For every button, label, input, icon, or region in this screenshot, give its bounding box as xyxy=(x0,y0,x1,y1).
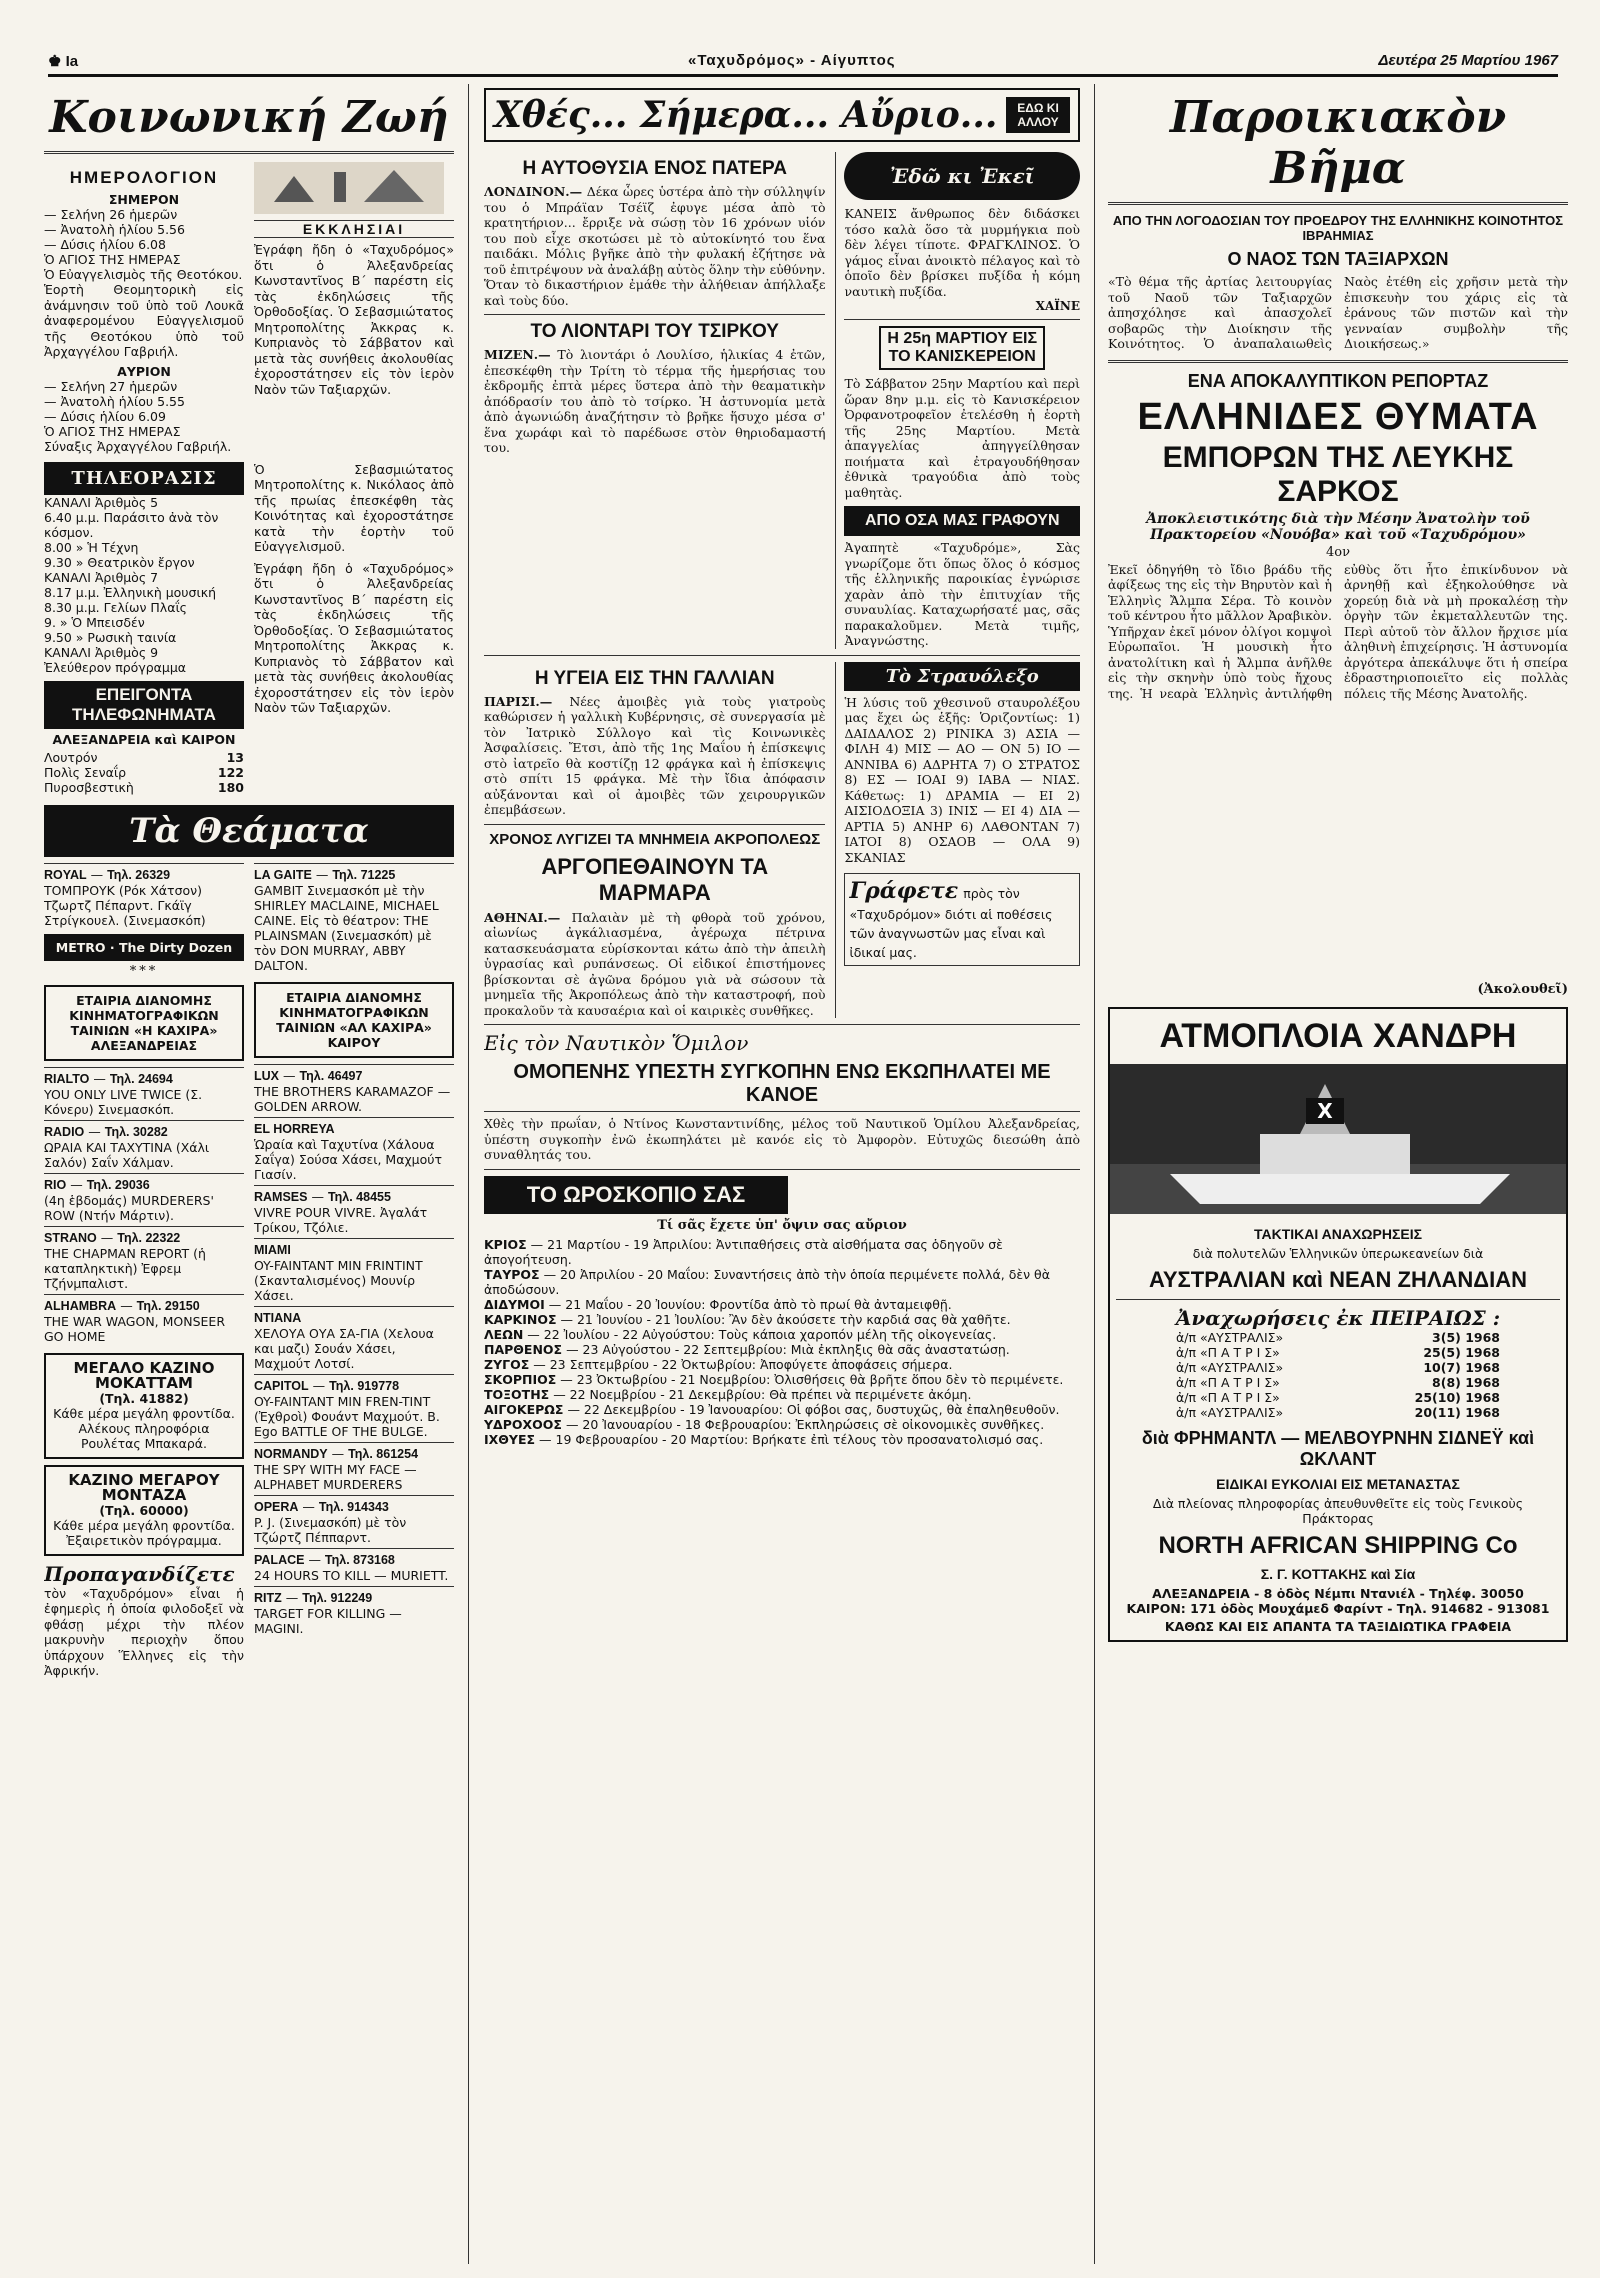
shipping-ad xyxy=(1108,1007,1568,1642)
article-headline: Η ΥΓΕΙΑ ΕΙΣ ΤΗΝ ΓΑΛΛΙΑΝ xyxy=(534,667,775,689)
side-notes xyxy=(835,152,1080,649)
sailing-date: 25(10) 1968 xyxy=(1414,1389,1500,1405)
article-text: Δέκα ὧρες ὑστέρα ἀπὸ τὴν σύλληψίν του ὁ Μπράϊαν Τσέϊζ ἐφυγε μέσα ἀπὸ τὸ κρατητήριον... ἔρριξε νὰ σώσῃ τὸν 16 χρόνων υἱόν του ποὺ εἶχε σκοτώσει μὲ τὸ αὐτοκίνητό του ἕνα παιδάκι. Μόλις βγῆκε ἀπὸ τὴν φυλακή ἐζήτησε νὰ τοῦ ἐπιτρέψουν νὰ ἀναλάβῃ αὐτὸς ὅλην τὴν εὐθύνην. Ὅταν τὸ δικαστήριον ἐμάθε τὴν ἀλήθειαν ἀπήλλαξε καὶ τοὺς δύο. xyxy=(484,184,826,308)
divider xyxy=(484,1024,1080,1025)
cinema-name: PALACE xyxy=(254,1552,305,1567)
today-line: — Δύσις ἡλίου 6.08 xyxy=(44,237,166,252)
distributor-name: ΕΤΑΙΡΙΑ ΔΙΑΝΟΜΗΣ ΚΙΝΗΜΑΤΟΓΡΑΦΙΚΩΝ ΤΑΙΝΙΩΝ «Η ΚΑΧΙΡΑ» xyxy=(69,992,219,1038)
tv-line: ΚΑΝΑΛΙ Ἀριθμὸς 5 xyxy=(44,494,159,510)
report-headline: ΕΜΠΟΡΩΝ ΤΗΣ ΛΕΥΚΗΣ ΣΑΡΚΟΣ xyxy=(1162,440,1514,508)
casino-ad xyxy=(44,1353,244,1459)
tv-block xyxy=(44,462,244,795)
zodiac-sign: ΙΧΘΥΕΣ xyxy=(484,1431,536,1447)
cinema-desc: THE CHAPMAN REPORT (ἡ καταπληκτικὴ) Ἐφρεμ Τζήνμπαλιστ. xyxy=(44,1245,206,1291)
cinema-desc: (4η ἑβδομάς) MURDERERS' ROW (Ντήν Μάρτιν). xyxy=(44,1192,214,1223)
social-life-column xyxy=(44,84,454,2264)
cinema-desc: TARGET FOR KILLING — MAGINI. xyxy=(254,1605,402,1636)
today-line: — Ἀνατολὴ ἡλίου 5.56 xyxy=(44,222,185,237)
tomorrow-line: Σύναξις Ἀρχαγγέλου Γαβριήλ. xyxy=(44,438,232,454)
church-block xyxy=(254,162,454,454)
calendar-and-church xyxy=(44,162,454,454)
film-title: The Dirty Dozen xyxy=(119,939,233,955)
today-note: Ἑορτὴ Θεομητορικὴ εἰς ἀνάμνησιν τοῦ ὑπὸ τοῦ Λουκᾶ ἀναφερομένου Εὐαγγελισμοῦ τῆς Θεοτόκου ὑπὸ τοῦ Ἀρχαγγέλου Γαβριήλ. xyxy=(44,282,244,359)
agent-footer: ΚΑΘΩΣ ΚΑΙ ΕΙΣ ΑΠΑΝΤΑ ΤΑ ΤΑΞΙΔΙΩΤΙΚΑ ΓΡΑΦΕΙΑ xyxy=(1164,1618,1512,1634)
cinema-desc: THE BROTHERS KARAMAZOF — GOLDEN ARROW. xyxy=(254,1083,451,1114)
cinema-desc: YOU ONLY LIVE TWICE (Σ. Κόνερυ) Σινεμασκόπ. xyxy=(44,1086,203,1117)
horoscope-text: — 23 Αὐγούστου - 22 Σεπτεμβρίου: Μιὰ ἐκπληξις θὰ σᾶς ἀναστατώσῃ. xyxy=(566,1341,1010,1357)
sailing-row xyxy=(1116,1360,1560,1375)
article-text: Νέες ἀμοιβὲς γιὰ τοὺς γιατροὺς καθώρισεν ἡ γαλλικὴ Κυβέρνησις, σὲ συνεργασία μὲ τὸν Ἰατρικὸ Σύλλογο καὶ τὶς Κοινωνικὲς Ἀσφαλίσεις. Ἔτσι, ἀπὸ τῆς 1ης Μαΐου ἡ ἐπίσκεψις στὸ ἰατρεῖο θὰ κοστίζῃ 12 φράγκα καὶ ἡ ἐπίσκεψις στὸ σπίτι 15 φράγκα. Μὲ τὴν ἴδια ἀπόφασιν αὐξάνονται καὶ οἱ ἀμοιβὲς τῶν χειρουργικῶν ἐπεμβάσεων. xyxy=(484,693,826,817)
cinema-entry xyxy=(254,1306,454,1374)
masthead-mark: ♚ Ιa xyxy=(48,53,79,70)
cinema-name: RAMSES xyxy=(254,1189,308,1204)
publication-name: «Ταχυδρόμος» - Αίγυπτος xyxy=(688,52,896,69)
cinema-name: LA GAITE xyxy=(254,867,312,882)
letters-text: Ἀγαπητὲ «Ταχυδρόμε», Σὰς γνωρίζομε ὅτι ὅπως ὅλος ὁ κόσμος τῆς ἑλληνικῆς παροικίας ἐγνώρισε χαρὰν ἀπὸ τὴν ἐπιτυχίαν τῆς συναυλίας. Καταχωρήσατέ μας, σᾶς παρακαλοῦμεν. Μετὰ τιμῆς, Ἀναγνώστης. xyxy=(844,540,1080,648)
cinema-tel: Τηλ. 914343 xyxy=(318,1499,389,1514)
cinema-desc: ΧΕΛΟΥΑ ΟΥΑ ΣΑ-ΓΙΑ (Χελουα και μαζι) Σουάν Χάσει, Μαχμούτ Λοτσί. xyxy=(254,1325,434,1371)
cinema-tel: Τηλ. 30282 xyxy=(104,1124,168,1139)
zodiac-sign: ΚΡΙΟΣ xyxy=(484,1236,527,1252)
sailing-ship: ἀ/π «Π Α Τ Ρ Ι Σ» xyxy=(1176,1389,1280,1405)
edo-text: ΚΑΝΕΙΣ ἄνθρωπος δὲν διδάσκει τόσο καλὰ ὅσο τὰ μυρμήγκια ποὺ δὲν λέγει τίποτε. ΦΡΑΓΚΛΙΝΟΣ. Ὁ γάμος εἶναι ἀνοικτὸ πέλαγος καὶ τὸ ὁποῖο δὲν βρίσκει πυξίδα ἡ κόμη ναυτικὴ πυξίδα. xyxy=(844,206,1080,299)
horoscope-text: — 21 Μαΐου - 20 Ἰουνίου: Φροντίδα ἀπὸ τὸ πρωί θὰ ἀνταμειφθῇ. xyxy=(548,1296,952,1312)
cinema-list-left xyxy=(44,863,244,1679)
report-part: 4ον xyxy=(1325,544,1350,560)
sailing-ship: ἀ/π «Π Α Τ Ρ Ι Σ» xyxy=(1176,1374,1280,1390)
horoscope-text: — 22 Ἰουλίου - 22 Αὐγούστου: Τοὺς κάποια χαροπόν μέλη τῆς οἰκογενείας. xyxy=(527,1326,997,1342)
today-line: Ὁ ΑΓΙΟΣ ΤΗΣ ΗΜΕΡΑΣ xyxy=(44,252,181,267)
urgent-line xyxy=(44,765,244,780)
cinema-desc: GAMBIT Σινεμασκόπ μὲ τὴν SHIRLEY MACLAINE, MICHAEL CAINE. Εἰς τὸ θέατρον: THE PLAINSMAN (Σινεμασκόπ) μὲ τὸν DON MURRAY, ABBY DALTON. xyxy=(254,882,439,973)
news-header xyxy=(484,88,1080,142)
cinema-entry: LA GAITE — Τηλ. 71225 GAMBIT Σινεμασκόπ μὲ τὴν SHIRLEY MACLAINE, MICHAEL CAINE. Εἰς τὸ θέατρον: THE PLAINSMAN (Σινεμασκόπ) μὲ τὸν DON MURRAY, ABBY DALTON. xyxy=(254,863,454,976)
metropolitan-notes xyxy=(254,462,454,795)
casino-title: ΜΕΓΑΛΟ ΚΑΖΙΝΟ ΜΟΚΑΤΤΑΜ xyxy=(73,1358,215,1392)
today-label: ΣΗΜΕΡΟΝ xyxy=(108,192,180,207)
notes-text: Ἐγράφη ἤδη ὁ «Ταχυδρόμος» ὅτι ὁ Ἀλεξανδρείας Κωνσταντῖνος Β΄ παρέστη εἰς τὰς ἐκδηλώσεις τῆς Ὀρθοδοξίας. Ὁ Σεβασμιώτατος Μητροπολίτης Ἀκκρας κ. Κυπριανὸς τὸ Σάββατον καὶ μετὰ τὰς συνήθεις ἀκολουθίας ἐχοροστάτησεν εἰς τὸν ἱερὸν Ναὸν τῶν Ταξιαρχῶν. xyxy=(254,560,454,715)
cinema-entry: LUX — Τηλ. 46497 THE BROTHERS KARAMAZOF — GOLDEN ARROW. xyxy=(254,1064,454,1117)
tv-title: ΤΗΛΕΟΡΑΣΙΣ xyxy=(44,462,244,495)
tv-line: ΚΑΝΑΛΙ Ἀριθμὸς 7 xyxy=(44,569,159,585)
news-header-title: Χθές... Σήμερα... Αὔριο... xyxy=(494,94,998,136)
cinema-desc: ΩΡΑΙΑ ΚΑΙ ΤΑΧΥΤΙΝΑ (Χάλι Σαλόν) Σαΐν Χάλμαν. xyxy=(44,1139,210,1170)
urgent-number: 122 xyxy=(217,764,244,780)
cinema-tel: Τηλ. 48455 xyxy=(327,1189,391,1204)
cinema-name: ROYAL xyxy=(44,867,87,882)
distributor-city: ΚΑΙΡΟΥ xyxy=(327,1034,381,1050)
cinema-listings xyxy=(44,863,454,1679)
dateline: ΛΟΝΔΙΝΟΝ.— xyxy=(484,184,583,199)
sport-kicker: Εἰς τὸν Ναυτικὸν Ὅμιλον xyxy=(484,1031,749,1055)
casino-desc: Κάθε μέρα μεγάλη φροντίδα. Αλέκους πληροφόρια Ρουλέτας Μπακαρά. xyxy=(53,1405,235,1451)
casino-tel: (Τηλ. 41882) xyxy=(99,1390,189,1406)
column-divider xyxy=(468,84,469,2264)
zodiac-sign: ΠΑΡΘΕΝΟΣ xyxy=(484,1341,563,1357)
distributor-ad xyxy=(254,982,454,1058)
grafete-box xyxy=(844,873,1080,966)
horoscope-text: — 21 Ἰουνίου - 21 Ἰουλίου: Ἂν δὲν ἀκούσετε τὴν καρδιά σας θὰ χαθῆτε. xyxy=(560,1311,1011,1327)
zodiac-sign: ΚΑΡΚΙΝΟΣ xyxy=(484,1311,557,1327)
sailing-ship: ἀ/π «ΑΥΣΤΡΑΛΙΣ» xyxy=(1176,1404,1284,1420)
sailing-row xyxy=(1116,1345,1560,1360)
sailing-row xyxy=(1116,1330,1560,1345)
tv-line: ΚΑΝΑΛΙ Ἀριθμὸς 9 xyxy=(44,644,159,660)
cinema-tel: Τηλ. 873168 xyxy=(324,1552,395,1567)
casino-ad xyxy=(44,1465,244,1556)
cinema-desc: THE WAR WAGON, MONSEER GO HOME xyxy=(44,1313,226,1344)
urgent-calls-banner xyxy=(44,681,244,729)
section-title: Κοινωνική Ζωή xyxy=(49,92,449,143)
ship-line: διὰ πολυτελῶν Ἑλληνικῶν ὑπερωκεανείων διὰ xyxy=(1192,1245,1484,1261)
section-title: Παροικιακὸν Βῆμα xyxy=(1169,92,1507,194)
divider xyxy=(1116,1299,1560,1300)
agent-address: ΑΛΕΞΑΝΔΡΕΙΑ - 8 ὁδὸς Νέμπι Ντανιέλ - Τηλέφ. 30050 xyxy=(1152,1585,1524,1601)
sailing-row xyxy=(1116,1375,1560,1390)
cinema-entry: RIO — Τηλ. 29036 (4η ἑβδομάς) MURDERERS' ROW (Ντήν Μάρτιν). xyxy=(44,1173,244,1226)
calendar-title: ΗΜΕΡΟΛΟΓΙΟΝ xyxy=(69,168,219,187)
ship-flag-letter: X xyxy=(1317,1098,1333,1123)
tv-and-notes xyxy=(44,462,454,795)
article-body xyxy=(484,694,825,818)
ship-route: διὰ ΦΡΗΜΑΝΤΛ — ΜΕΛΒΟΥΡΝΗΝ ΣΙΔΝΕΫ καὶ ΩΚΛΑΝΤ xyxy=(1141,1427,1535,1469)
martiou-text: Τὸ Σάββατον 25ην Μαρτίου καὶ περὶ ὥραν 8ην μ.μ. εἰς τὸ Κανισκέρειον Ὀρφανοτροφεῖον ἐτελέσθη ἡ ἑορτὴ τῆς 25ης Μαρτίου. Μετὰ ἀπαγγελίας ἀπηγγείλθησαν ποιήματα καὶ ἐτραγουδήθησαν ἐθνικὰ τραγούδια ἀπὸ τοὺς μαθητὰς. xyxy=(844,376,1080,500)
horoscope-item xyxy=(484,1342,1080,1357)
horoscope-item xyxy=(484,1357,1080,1372)
divider xyxy=(484,1169,1080,1170)
horoscope-item xyxy=(484,1267,1080,1297)
urgent-name: Πολὶς Σεναΐρ xyxy=(44,764,127,780)
urgent-number: 13 xyxy=(226,749,244,765)
section-subtitle: ΑΠΟ ΤΗΝ ΛΟΓΟΔΟΣΙΑΝ ΤΟΥ ΠΡΟΕΔΡΟΥ ΤΗΣ ΕΛΛΗΝΙΚΗΣ ΚΟΙΝΟΤΗΤΟΣ ΙΒΡΑΗΜΙΑΣ xyxy=(1112,213,1564,243)
separator-stars: *** xyxy=(129,963,159,979)
horoscope-item xyxy=(484,1237,1080,1267)
naos-text: «Τὸ θέμα τῆς ἀρτίας λειτουργίας τοῦ Ναοῦ τῶν Ταξιαρχῶν ἀπησχόλησε καὶ ἀπασχολεῖ σοβαρῶς τὴν Διοίκησιν τῆς Κοινότητος. Ὁ ἀναπαλαιωθεὶς Ναὸς ἐτέθη εἰς χρῆσιν μετὰ τὴν ἐπισκευὴν του χάρις εἰς τὰ ἐράνους τῶν πιστῶν καὶ τὴν γενναίαν συμβολὴν τῆς Διοικήσεως.» xyxy=(1108,274,1568,351)
crossword-block xyxy=(835,662,1080,1019)
theatre-banner: Τὰ Θεάματα xyxy=(44,805,454,857)
article-kicker: ΧΡΟΝΟΣ ΛΥΓΙΖΕΙ ΤΑ ΜΝΗΜΕΙΑ ΑΚΡΟΠΟΛΕΩΣ xyxy=(489,830,821,848)
cinema-name: ALHAMBRA xyxy=(44,1298,117,1313)
cinema-desc: OY-FAINTANT MIN FREN-TINT (Ἐχθροὶ) Φουάντ Μαχμούτ. B. Εgo BATTLE OF THE BULGE. xyxy=(254,1393,440,1439)
article-father xyxy=(484,152,825,649)
church-text: Ἐγράφη ἤδη ὁ «Ταχυδρόμος» ὅτι ὁ Ἀλεξανδρείας Κωνσταντῖνος Β΄ παρέστη εἰς τὰς ἐκδηλώσεις τῆς Ὀρθοδοξίας. Ὁ Σεβασμιώτατος Μητροπολίτης Ἀκκρας κ. Κυπριανὸς τὸ Σάββατον καὶ μετὰ τὰς συνήθεις ἀκολουθίας ἐχοροστάτησεν εἰς τὸν ἱερὸν Ναὸν τῶν Ταξιαρχῶν. xyxy=(254,242,454,397)
cinema-entry xyxy=(254,1238,454,1306)
cinema-entry: RITZ — Τηλ. 912249 TARGET FOR KILLING — MAGINI. xyxy=(254,1586,454,1639)
ship-info: Διὰ πλείονας πληροφορίας ἀπευθυνθεῖτε εἰς τοὺς Γενικοὺς Πράκτορας xyxy=(1152,1495,1524,1526)
calendar-block xyxy=(44,162,244,454)
promo-text: τὸν «Ταχυδρόμον» εἶναι ἡ ἐφημερὶς ἡ ὁποία φιλοδοξεῖ νὰ φθάσῃ μέχρι τὴν πλέον μακρυνὴν περιοχὴν ὅπου ὑπάρχουν Ἕλληνες εἰς τὴν Ἀφρικήν. xyxy=(44,1585,244,1678)
sailing-row xyxy=(1116,1405,1560,1420)
church-illustration xyxy=(254,162,444,214)
cinema-name: OPERA xyxy=(254,1499,299,1514)
cinema-desc: P. J. (Σινεμασκόπ) μὲ τὸν Τζώρτζ Πέππαρντ. xyxy=(254,1514,407,1545)
cinema-tel: Τηλ. 912249 xyxy=(302,1590,373,1605)
news-top-row xyxy=(484,152,1080,649)
urgent-name: Πυροσβεστικὴ xyxy=(44,779,134,795)
cinema-entry: RAMSES — Τηλ. 48455 VIVRE POUR VIVRE. Ἀγαλάτ Τρίκου, Τζόλιε. xyxy=(254,1185,454,1238)
cinema-name: LUX xyxy=(254,1068,279,1083)
tomorrow-line: Ὁ ΑΓΙΟΣ ΤΗΣ ΗΜΕΡΑΣ xyxy=(44,423,181,439)
cinema-tel: Τηλ. 29150 xyxy=(136,1298,200,1313)
divider xyxy=(484,655,1080,656)
agent-address: ΚΑΙΡΟΝ: 171 ὁδὸς Μουχάμεδ Φαρίντ - Τηλ. 914682 - 913081 xyxy=(1126,1600,1550,1616)
zodiac-sign: ΣΚΟΡΠΙΟΣ xyxy=(484,1371,557,1387)
sport-headline: ΟΜΟΠΕΝΗΣ ΥΠΕΣΤΗ ΣΥΓΚΟΠΗΝ ΕΝΩ ΕΚΩΠΗΛΑΤΕΙ ΜΕ ΚΑΝΟΕ xyxy=(484,1061,1080,1112)
divider xyxy=(44,151,454,154)
horoscope-text: — 22 Νοεμβρίου - 21 Δεκεμβρίου: Θὰ πρέπει νὰ περιμένετε ἀκόμη. xyxy=(553,1386,972,1402)
sailing-ship: ἀ/π «ΑΥΣΤΡΑΛΙΣ» xyxy=(1176,1329,1284,1345)
sailing-ship: ἀ/π «ΑΥΣΤΡΑΛΙΣ» xyxy=(1176,1359,1284,1375)
grafete-title: Γράφετε xyxy=(849,878,959,904)
crossword-title: Τὸ Στραυόλεξο xyxy=(844,662,1080,691)
section-subtitle: Ο ΝΑΟΣ ΤΩΝ ΤΑΞΙΑΡΧΩΝ xyxy=(1227,249,1449,269)
cinema-desc: Ὡραία καὶ Ταχυτίνα (Χάλουα Σαΐγα) Σούσα Χάσει, Μαχμούτ Γιασίν. xyxy=(254,1136,443,1182)
ship-company: ΑΤΜΟΠΛΟΙΑ ΧΑΝΔΡΗ xyxy=(1159,1016,1517,1055)
distributor-ad xyxy=(44,985,244,1061)
cinema-tel: Τηλ. 24694 xyxy=(109,1071,173,1086)
cinema-desc: VIVRE POUR VIVRE. Ἀγαλάτ Τρίκου, Τζόλιε. xyxy=(254,1204,428,1235)
urgent-title: ΤΗΛΕΦΩΝΗΜΑΤΑ xyxy=(72,704,216,724)
article-headline: ΑΡΓΟΠΕΘΑΙΝΟΥΝ ΤΑ ΜΑΡΜΑΡΑ xyxy=(541,853,769,905)
tv-line: 6.40 μ.μ. Παράσιτο ἀνὰ τὸν κόσμον. xyxy=(44,509,219,540)
grafete-text: πρὸς τὸν «Ταχυδρόμον» διότι αἱ ποθέσεις τῶν ἀναγνωστῶν μας εἶναι καὶ ἰδικαί μας. xyxy=(849,886,1053,960)
cinema-entry: ALHAMBRA — Τηλ. 29150 THE WAR WAGON, MONSEER GO HOME xyxy=(44,1294,244,1347)
cinema-name: NTIANA xyxy=(254,1310,302,1325)
cinema-desc: THE SPY WITH MY FACE — ALPHABET MURDERERS xyxy=(254,1461,417,1492)
cinema-name: CAPITOL xyxy=(254,1378,309,1393)
cinema-name: NORMANDY xyxy=(254,1446,328,1461)
metro-ad: METRO · The Dirty Dozen xyxy=(44,934,244,961)
article-text: Παλαιὰν μὲ τὴ φθορὰ τοῦ χρόνου, αἰωνίως ἀγκάλιασμένα, ἀγέρωχα πέτρινα κατασκευάσματα εὑρίσκονται κάτω ἀπὸ τὴν ἀπειλὴ ὑγρασίας καὶ ρυπάνσεως. Οἱ εἰδικοί ἐπιστήμονες βρίσκονται σὲ ἀγῶνα δρόμου γιὰ νὰ σώσουν τὰ μνημεῖα τῆς Ἀκροπόλεως ἀπὸ τὴν καταστροφή, ποὺ προκαλοῦν τὰ καυσαέρια καὶ οἱ καιρικὲς συνθῆκες. xyxy=(484,909,826,1018)
cinema-entry xyxy=(254,1117,454,1185)
tv-line: Ἐλεύθερον πρόγραμμα xyxy=(44,659,187,675)
horoscope-text: — 22 Δεκεμβρίου - 19 Ἰανουαρίου: Οἱ φόβοι σας, δυστυχῶς, θὰ ἐπαληθευθοῦν. xyxy=(567,1401,1060,1417)
casino-title: ΚΑΖΙΝΟ ΜΕΓΑΡΟΥ ΜΟΝΤΑΖΑ xyxy=(68,1470,220,1504)
horoscope-text: — 20 Ἰανουαρίου - 18 Φεβρουαρίου: Ἐκπληρώσεις σὲ οἰκονομικὲς συνθῆκες. xyxy=(565,1416,1045,1432)
issue-date: Δευτέρα 25 Μαρτίου 1967 xyxy=(1378,52,1558,69)
article-text: Τὸ λιοντάρι ὁ Λουλίσο, ἡλικίας 4 ἐτῶν, ἐπεσκέφθη τὴν Τρίτη τὸ τέρμα τῆς ἡμερήσιας του ἐκδρομῆς ἐπτὰ μέρες ὕστερα ἀπὸ τὴν θεαματικὴν ἀπόδρασίν του ἀπὸ τὸ τσίρκο. Ἡ ἀστυνομία μετὰ ἀπὸ ἀγωνιώδη ἀναζήτησιν τὸ βρῆκε ἥσυχο μέσα σ' ἕνα χωράφι καὶ τὸ παρέδωσε στὸν θηριοδαμαστή του. xyxy=(484,347,826,455)
horoscope-text: — 23 Ὀκτωβρίου - 21 Νοεμβρίου: Ὀλισθήσεις θὰ βρῆτε ὅπου δὲν τὸ περιμένετε. xyxy=(560,1371,1064,1387)
cinema-entry: CAPITOL — Τηλ. 919778 OY-FAINTANT MIN FREN-TINT (Ἐχθροὶ) Φουάντ Μαχμούτ. B. Εgo BATTLE OF THE BULGE. xyxy=(254,1374,454,1442)
masthead xyxy=(48,52,1558,77)
zodiac-sign: ΑΙΓΟΚΕΡΩΣ xyxy=(484,1401,564,1417)
casino-desc: Κάθε μέρα μεγάλη φροντίδα. Ἐξαιρετικὸν πρόγραμμα. xyxy=(53,1517,235,1548)
community-column xyxy=(1108,84,1568,2264)
notes-text: Ὁ Σεβασμιώτατος Μητροπολίτης κ. Νικόλαος ἀπὸ τῆς πρωίας ἐπεσκέφθη τὰς Κοινότητας καὶ ἐχοροστάτησε κατὰ τὴν ἑορτὴν τοῦ Εὐαγγελισμοῦ. xyxy=(254,461,454,554)
cinema-name: METRO xyxy=(55,939,106,955)
article-headline: ΤΟ ΛΙΟΝΤΑΡΙ ΤΟΥ ΤΣΙΡΚΟΥ xyxy=(530,321,779,342)
cinema-entry: PALACE — Τηλ. 873168 24 HOURS TO KILL — MURIETT. xyxy=(254,1548,454,1586)
tomorrow-line: — Σελήνη 27 ἡμερῶν xyxy=(44,378,178,394)
martiou-title: Η 25η ΜΑΡΤΙΟΥ ΕΙΣ ΤΟ ΚΑΝΙΣΚΕΡΕΙΟΝ xyxy=(879,326,1045,370)
church-label: ΕΚΚΛΗΣΙΑΙ xyxy=(254,220,454,238)
cinema-entry: NORMANDY — Τηλ. 861254 THE SPY WITH MY FACE — ALPHABET MURDERERS xyxy=(254,1442,454,1495)
report-kicker: ΕΝΑ ΑΠΟΚΑΛΥΠΤΙΚΟΝ ΡΕΠΟΡΤΑΖ xyxy=(1187,370,1489,391)
tomorrow-line: — Ἀνατολὴ ἡλίου 5.55 xyxy=(44,393,185,409)
cinema-tel: Τηλ. 46497 xyxy=(299,1068,363,1083)
urgent-line xyxy=(44,780,244,795)
edo-title: Ἐδῶ κι Ἐκεῖ xyxy=(844,152,1080,200)
urgent-line xyxy=(44,750,244,765)
cinema-tel: Τηλ. 861254 xyxy=(348,1446,419,1461)
zodiac-sign: ΛΕΩΝ xyxy=(484,1326,524,1342)
horoscope-item xyxy=(484,1327,1080,1342)
cinema-name: RITZ xyxy=(254,1590,282,1605)
cinema-tel: Τηλ. 22322 xyxy=(117,1230,181,1245)
sailing-date: 3(5) 1968 xyxy=(1432,1329,1500,1345)
news-header-tag: ΕΔΩ ΚΙ ΑΛΛΟΥ xyxy=(1006,97,1070,133)
cinema-name: RADIO xyxy=(44,1124,85,1139)
ship-line: ΤΑΚΤΙΚΑΙ ΑΝΑΧΩΡΗΣΕΙΣ xyxy=(1253,1225,1423,1242)
urgent-cities: ΑΛΕΞΑΝΔΡΕΙΑ καὶ ΚΑΙΡΟΝ xyxy=(52,731,236,747)
tomorrow-line: — Δύσις ἡλίου 6.09 xyxy=(44,408,166,424)
horoscope-text: — 21 Μαρτίου - 19 Ἀπριλίου: Ἀντιπαθήσεις στὰ αἰσθήματα σας ὁδηγοῦν σὲ ἀπογοήτευση. xyxy=(484,1236,1003,1267)
divider xyxy=(1108,360,1568,363)
divider xyxy=(844,319,1080,320)
cinema-entry: STRANO — Τηλ. 22322 THE CHAPMAN REPORT (ἡ καταπληκτικὴ) Ἐφρεμ Τζήνμπαλιστ. xyxy=(44,1226,244,1294)
ship-illustration xyxy=(1110,1064,1566,1214)
cinema-name: MIAMI xyxy=(254,1242,291,1257)
report-headline: ΕΛΛΗΝΙΔΕΣ ΘΥΜΑΤΑ xyxy=(1137,395,1539,438)
tomorrow-label: ΑΥΡΙΟΝ xyxy=(117,363,171,379)
distributor-city: ΑΛΕΞΑΝΔΡΕΙΑΣ xyxy=(90,1037,198,1053)
ship-special: ΕΙΔΙΚΑΙ ΕΥΚΟΛΙΑΙ ΕΙΣ ΜΕΤΑΝΑΣΤΑΣ xyxy=(1216,1475,1460,1492)
urgent-title: ΕΠΕΙΓΟΝΤΑ xyxy=(95,684,193,704)
tv-line: 8.00 » Ἡ Τέχνη xyxy=(44,539,139,555)
dateline: ΑΘΗΝΑΙ.— xyxy=(484,909,561,925)
tv-line: 9.50 » Ρωσικὴ ταινία xyxy=(44,629,177,645)
today-line: Ὁ Εὐαγγελισμὸς τῆς Θεοτόκου. xyxy=(44,267,243,282)
agent-subname: Σ. Γ. ΚΟΤΤΑΚΗΣ καὶ Σία xyxy=(1260,1565,1416,1582)
sailing-date: 8(8) 1968 xyxy=(1432,1374,1500,1390)
report-continued: (Ἀκολουθεῖ) xyxy=(1477,981,1568,997)
sailing-date: 25(5) 1968 xyxy=(1423,1344,1500,1360)
promo-title: Προπαγανδίζετε xyxy=(44,1561,235,1586)
report-subheading: Ἀποκλειστικότης διὰ τὴν Μέσην Ἀνατολὴν τοῦ Πρακτορείου «Νουόβα» καὶ τοῦ «Ταχυδρόμου» xyxy=(1146,510,1530,543)
article-health xyxy=(484,662,825,1019)
cinema-desc: 24 HOURS TO KILL — MURIETT. xyxy=(254,1567,449,1583)
cinema-desc: ΤΟΜΠΡΟΥΚ (Ρόκ Χάτσον) Τζωρτζ Πέπαρντ. Γκάϊγ Στρίγκουελ. (Σινεμασκόπ) xyxy=(44,882,206,928)
cinema-tel: Τηλ. 71225 xyxy=(332,867,396,882)
cinema-tel: Τηλ. 29036 xyxy=(86,1177,150,1192)
sport-text: Χθὲς τὴν πρωΐαν, ὁ Ντίνος Κωνσταντινίδης, μέλος τοῦ Ναυτικοῦ Ὁμίλου Ἀλεξανδρείας, ὑπέστη συγκοπὴν ἐνῶ ἐκωπηλάτει μὲ κανόε εἰς τὸ Ἀμφορὸν. Εὐτυχῶς διεσώθη ἀπὸ συναθλητάς του. xyxy=(484,1116,1080,1162)
zodiac-sign: ΔΙΔΥΜΟΙ xyxy=(484,1296,545,1312)
distributor-name: ΕΤΑΙΡΙΑ ΔΙΑΝΟΜΗΣ ΚΙΝΗΜΑΤΟΓΡΑΦΙΚΩΝ ΤΑΙΝΙΩΝ «ΑΛ ΚΑΧΙΡΑ» xyxy=(276,989,432,1035)
cinema-name: RIO xyxy=(44,1177,67,1192)
column-divider xyxy=(1094,84,1095,2264)
letters-title: ΑΠΟ ΟΣΑ ΜΑΣ ΓΡΑΦΟΥΝ xyxy=(844,506,1080,536)
zodiac-sign: ΥΔΡΟΧΟΟΣ xyxy=(484,1416,562,1432)
divider xyxy=(484,824,825,825)
cinema-name: RIALTO xyxy=(44,1071,90,1086)
news-column xyxy=(484,84,1080,2264)
sailing-row xyxy=(1116,1390,1560,1405)
horoscope-title: ΤΟ ΩΡΟΣΚΟΠΙΟ ΣΑΣ xyxy=(484,1176,788,1214)
cinema-entry: RIALTO — Τηλ. 24694 YOU ONLY LIVE TWICE (Σ. Κόνερυ) Σινεμασκόπ. xyxy=(44,1067,244,1120)
horoscope-text: — 20 Ἀπριλίου - 20 Μαΐου: Συναντήσεις ἀπὸ τὴν ὁποία περιμένετε πολλά, δὲν θὰ ἀποδώσουν. xyxy=(484,1266,1050,1297)
sailing-ship: ἀ/π «Π Α Τ Ρ Ι Σ» xyxy=(1176,1344,1280,1360)
cinema-tel: Τηλ. 26329 xyxy=(107,867,171,882)
dateline: ΜΙΖΕΝ.— xyxy=(484,347,551,362)
tv-line: 9. » Ὁ Μπεισδέν xyxy=(44,614,145,630)
departures-title: Ἀναχωρήσεις ἐκ ΠΕΙΡΑΙΩΣ : xyxy=(1175,1305,1501,1330)
horoscope-item xyxy=(484,1297,1080,1312)
horoscope-item xyxy=(484,1432,1080,1447)
horoscope-item xyxy=(484,1372,1080,1387)
today-line: — Σελήνη 26 ἡμερῶν xyxy=(44,207,178,222)
zodiac-sign: ΤΟΞΟΤΗΣ xyxy=(484,1386,550,1402)
report-text: Ἐκεῖ ὁδηγήθη τὸ ἴδιο βράδυ τῆς ἀφίξεως της εἰς τὴν Βηρυτὸν καὶ ἡ Ἑλληνὶς Ἄλμπα Σέρα. Τὸ κοινὸν τοῦ κέντρου ἦτο μᾶλλον Ἀραβικὸν. Ὑπῆρχαν ἐκεῖ μόνον ὀλίγοι κομψοὶ Εὐρωπαῖοι. Ἡ μουσικὴ ἦτο ἀνατολίτικη καὶ ἡ Ἄλμπα ἀνῆλθε εἰς τὴν σκηνὴν ὑπὸ τοὺς ἤχους της. Ἡ νεαρὰ Ἑλληνὶς ἀντιλήφθη εὐθὺς ὅτι ἦτο ἐπικίνδυνον νὰ ἀρνηθῇ καὶ ἐξηκολούθησε νὰ χορεύῃ διὰ νὰ μὴ προκαλέσῃ τὴν ὀργὴν τῶν ἐκμεταλλευτῶν της. Περὶ αὐτοῦ τὸν ἄλλον ἤρχισε μία ἀληθινὴ ἐπιχείρησις. Ἡ ἀστυνομία ἀργότερα ἀπεκάλυψε ὅτι ἡ σπείρα ἐδραστηριοποιεῖτο εἰς πολλὰς πόλεις τῆς Μέσης Ἀνατολῆς. xyxy=(1108,561,1568,701)
article-body xyxy=(484,184,825,308)
horoscope-item xyxy=(484,1417,1080,1432)
edo-signature: ΧΑΪΝΕ xyxy=(1035,299,1080,313)
horoscope-item xyxy=(484,1402,1080,1417)
article-body xyxy=(484,910,825,1019)
divider xyxy=(1108,202,1568,205)
cinema-entry: OPERA — Τηλ. 914343 P. J. (Σινεμασκόπ) μὲ τὸν Τζώρτζ Πέππαρντ. xyxy=(254,1495,454,1548)
zodiac-sign: ΤΑΥΡΟΣ xyxy=(484,1266,540,1282)
cinema-desc: OY-FAINTANT MIN FRINTINT (Σκανταλισμένος) Μουνίρ Χάσει. xyxy=(254,1257,423,1303)
zodiac-sign: ΖΥΓΟΣ xyxy=(484,1356,530,1372)
agent-name: NORTH AFRICAN SHIPPING Co xyxy=(1158,1531,1518,1559)
tv-line: 8.17 μ.μ. Ἐλληνικὴ μουσική xyxy=(44,584,216,600)
sailing-date: 10(7) 1968 xyxy=(1423,1359,1500,1375)
cinema-name: EL HORREYA xyxy=(254,1121,335,1136)
crossword-text: Ἡ λύσις τοῦ χθεσινοῦ σταυρολέξου μας ἔχει ὡς ἑξῆς: Ὁριζοντίως: 1) ΔΑΙΔΑΛΟΣ 2) ΡΙΝΙΚΑ 3) ΑΣΙΑ — ΦΙΛΗ 4) ΜΙΣ — ΑΟ — ΟΝ 5) ΙΟ — ΑΝΝΙΒΑ 6) ΑΔΡΗΤΑ 7) Ο ΣΤΡΑΤΟΣ 8) ΕΣ — ΙΟΑΙ 9) ΙΑΒΑ — ΝΙΑΣ. Κάθετως: 1) ΔΡΑΜΙΑ — ΕΙ 2) ΑΙΣΙΟΔΟΞΙΑ 3) ΙΝΙΣ — ΕΙ 4) ΔΙΑ — ΑΡΤΙΑ 5) ΑΝΗΡ 6) ΛΑΘΟΝΤΑΝ 7) ΙΑΤΟΙ 8) ΟΣΑΟΒ — ΟΛΑ 9) ΣΚΑΝΙΑΣ xyxy=(844,694,1080,865)
horoscope-text: — 23 Σεπτεμβρίου - 22 Ὀκτωβρίου: Ἀποφύγετε ἀποφάσεις σήμερα. xyxy=(533,1356,953,1372)
urgent-name: Λουτρόν xyxy=(44,749,98,765)
urgent-number: 180 xyxy=(217,779,244,795)
tv-line: 8.30 μ.μ. Γελίων Πλαΐς xyxy=(44,599,188,615)
cinema-list-right xyxy=(254,863,454,1679)
article-headline: Η ΑΥΤΟΘΥΣΙΑ ΕΝΟΣ ΠΑΤΕΡΑ xyxy=(522,158,788,179)
cinema-entry: RADIO — Τηλ. 30282 ΩΡΑΙΑ ΚΑΙ ΤΑΧΥΤΙΝΑ (Χάλι Σαλόν) Σαΐν Χάλμαν. xyxy=(44,1120,244,1173)
horoscope-item xyxy=(484,1387,1080,1402)
tv-line: 9.30 » Θεατρικὸν ἔργον xyxy=(44,554,195,570)
horoscope-text: — 19 Φεβρουαρίου - 20 Μαρτίου: Βρήκατε ἐπὶ τέλους τὸν προσανατολισμό σας. xyxy=(539,1431,1044,1447)
news-mid-row xyxy=(484,662,1080,1019)
cinema-entry: ROYAL — Τηλ. 26329 ΤΟΜΠΡΟΥΚ (Ρόκ Χάτσον) Τζωρτζ Πέπαρντ. Γκάϊγ Στρίγκουελ. (Σινεμασκόπ) xyxy=(44,863,244,931)
casino-tel: (Τηλ. 60000) xyxy=(99,1502,189,1518)
cinema-tel: Τηλ. 919778 xyxy=(329,1378,400,1393)
article-body xyxy=(484,347,825,456)
ship-destinations: ΑΥΣΤΡΑΛΙΑΝ καὶ ΝΕΑΝ ΖΗΛΑΝΔΙΑΝ xyxy=(1148,1266,1528,1292)
sailing-date: 20(11) 1968 xyxy=(1414,1404,1500,1420)
dateline: ΠΑΡΙΣΙ.— xyxy=(484,693,553,709)
horoscope-subtitle: Τί σᾶς ἔχετε ὑπ' ὄψιν σας αὔριον xyxy=(657,1217,907,1233)
cinema-name: STRANO xyxy=(44,1230,97,1245)
divider xyxy=(484,314,825,315)
horoscope-item xyxy=(484,1312,1080,1327)
